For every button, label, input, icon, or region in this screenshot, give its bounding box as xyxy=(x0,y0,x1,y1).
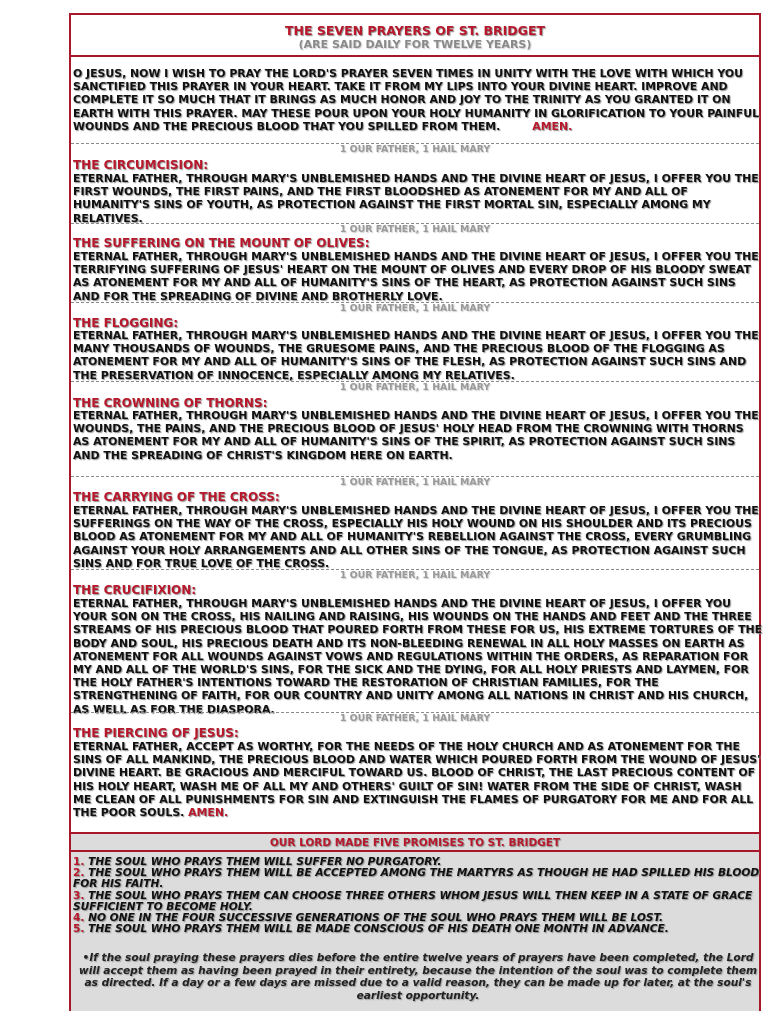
promise-number: 2. xyxy=(73,867,85,880)
prayer-heading: THE CROWNING OF THORNS: xyxy=(73,396,268,410)
separator-text: 1 OUR FATHER, 1 HAIL MARY xyxy=(339,713,491,724)
prayer-heading: THE PIERCING OF JESUS: xyxy=(73,726,239,740)
prayer-text: ETERNAL FATHER, THROUGH MARY'S UNBLEMISHED HANDS AND THE DIVINE HEART OF JESUS, I OFFER YOU THE FIRST WOUNDS, THE FIRST PAINS, AND THE FIRST BLOODSHED AS ATONEMENT FOR MY AND ALL OF HUMANITY'S SINS OF YOUTH, AS PROTECTION AGAINST THE FIRST MORTAL SIN, ESPECIALLY AMONG MY RELATIVES. xyxy=(73,172,759,225)
promise-number: 3. xyxy=(73,889,85,902)
prayer-text: ETERNAL FATHER, THROUGH MARY'S UNBLEMISHED HANDS AND THE DIVINE HEART OF JESUS, I OFFER YOU THE WOUNDS, THE PAINS, AND THE PRECIOUS BLOOD OF JESUS' HOLY HEAD FROM THE CROWNING WITH THORNS AS ATONEMENT FOR MY AND ALL OF HUMANITY'S SINS OF THE SPIRIT, AS PROTECTION AGAINST SUCH SINS AND THE SPREADING OF CHRIST'S KINGDOM HERE ON EARTH. xyxy=(73,409,759,462)
prayer-text: ETERNAL FATHER, THROUGH MARY'S UNBLEMISHED HANDS AND THE DIVINE HEART OF JESUS, I OFFER YOU THE MANY THOUSANDS OF WOUNDS, THE GRUESOME PAINS, AND THE PRECIOUS BLOOD OF THE FLOGGING AS ATONEMENT FOR MY AND ALL OF HUMANITY'S SINS OF THE FLESH, AS PROTECTION AGAINST SUCH SINS AND THE PRESERVATION OF INNOCENCE, ESPECIALLY AMONG MY RELATIVES. xyxy=(73,329,759,382)
promise-text: THE SOUL WHO PRAYS THEM WILL BE MADE CONSCIOUS OF HIS DEATH ONE MONTH IN ADVANCE. xyxy=(88,923,669,936)
prayer-heading: THE SUFFERING ON THE MOUNT OF OLIVES: xyxy=(73,236,370,250)
prayer-text: ETERNAL FATHER, THROUGH MARY'S UNBLEMISHED HANDS AND THE DIVINE HEART OF JESUS, I OFFER YOU YOUR SON ON THE CROSS, HIS NAILING AND RAISING, HIS WOUNDS ON THE HANDS AND FEET AND THE THREE STREAMS OF HIS PRECIOUS BLOOD THAT POURED FORTH FROM THESE FOR US, HIS EXTREME TORTURES OF THE BODY AND SOUL, HIS PRECIOUS DEATH AND ITS NON-BLEEDING RENEWAL IN ALL HOLY MASSES ON EARTH AS ATONEMENT FOR ALL WOUNDS AGAINST VOWS AND REGULATIONS WITHIN THE ORDERS, AS REPARATION FOR MY AND ALL OF THE WORLD'S SINS, FOR THE SICK AND THE DYING, FOR ALL HOLY PRIESTS AND LAYMEN, FOR THE HOLY FATHER'S INTENTIONS TOWARD THE RESTORATION OF CHRISTIAN FAMILIES, FOR THE STRENGTHENING OF FAITH, FOR OUR COUNTRY AND UNITY AMONG ALL NATIONS IN CHRIST AND HIS CHURCH, AS WELL AS FOR THE DIASPORA. xyxy=(73,597,763,716)
prayer-text: ETERNAL FATHER, THROUGH MARY'S UNBLEMISHED HANDS AND THE DIVINE HEART OF JESUS, I OFFER YOU THE SUFFERINGS ON THE WAY OF THE CROSS, ESPECIALLY HIS HOLY WOUND ON HIS SHOULDER AND ITS PRECIOUS BLOOD AS ATONEMENT FOR MY AND ALL OF HUMANITY'S REBELLION AGAINST THE CROSS, EVERY GRUMBLING AGAINST YOUR HOLY ARRANGEMENTS AND ALL OTHER SINS OF THE TONGUE, AS PROTECTION AGAINST SUCH SINS AND FOR TRUE LOVE OF THE CROSS. xyxy=(73,504,759,570)
prayer-heading: THE CARRYING OF THE CROSS: xyxy=(73,490,280,504)
promise-number: 1. xyxy=(73,856,85,868)
page-title: THE SEVEN PRAYERS OF ST. BRIDGET xyxy=(284,23,546,38)
separator-text: 1 OUR FATHER, 1 HAIL MARY xyxy=(339,570,491,581)
separator xyxy=(71,381,759,392)
separator xyxy=(71,476,759,487)
promises-box xyxy=(71,832,759,1011)
promise-item xyxy=(73,891,763,913)
promise-text: THE SOUL WHO PRAYS THEM WILL BE ACCEPTED AMONG THE MARTYRS AS THOUGH HE HAD SPILLED HIS BLOOD FOR HIS FAITH. xyxy=(73,867,760,891)
promises-list xyxy=(73,857,763,935)
prayer-text: ETERNAL FATHER, ACCEPT AS WORTHY, FOR THE NEEDS OF THE HOLY CHURCH AND AS ATONEMENT FOR THE SINS OF ALL MANKIND, THE PRECIOUS BLOOD AND WATER WHICH POURED FORTH FROM THE WOUND OF JESUS' DIVINE HEART. BE GRACIOUS AND MERCIFUL TOWARD US. BLOOD OF CHRIST, THE LAST PRECIOUS CONTENT OF HIS HOLY HEART, WASH ME OF ALL MY AND OTHERS' GUILT OF SIN! WATER FROM THE SIDE OF CHRIST, WASH ME CLEAN OF ALL PUNISHMENTS FOR SIN AND EXTINGUISH THE FLAMES OF PURGATORY FOR ME AND FOR ALL THE POOR SOULS. xyxy=(73,740,761,820)
prayer-text: ETERNAL FATHER, THROUGH MARY'S UNBLEMISHED HANDS AND THE DIVINE HEART OF JESUS, I OFFER YOU THE TERRIFYING SUFFERING OF JESUS' HEART ON THE MOUNT OF OLIVES AND EVERY DROP OF HIS BLOODY SWEAT AS ATONEMENT FOR MY AND ALL OF HUMANITY'S SINS OF THE HEART, AS PROTECTION AGAINST SUCH SINS AND FOR THE SPREADING OF DIVINE AND BROTHERLY LOVE. xyxy=(73,250,759,303)
promises-divider xyxy=(71,850,759,852)
separator xyxy=(71,302,759,313)
separator xyxy=(71,569,759,580)
promise-number: 4. xyxy=(73,912,85,925)
prayer-heading: THE CIRCUMCISION: xyxy=(73,158,209,172)
page-subtitle: (ARE SAID DAILY FOR TWELVE YEARS) xyxy=(298,38,532,51)
promise-number: 5. xyxy=(73,923,85,936)
separator-text: 1 OUR FATHER, 1 HAIL MARY xyxy=(339,382,491,393)
intro-prayer xyxy=(73,67,763,133)
separator xyxy=(71,712,759,723)
promises-title: OUR LORD MADE FIVE PROMISES TO ST. BRIDGET xyxy=(269,837,561,849)
separator-text: 1 OUR FATHER, 1 HAIL MARY xyxy=(339,224,491,235)
promise-item xyxy=(73,924,763,935)
promise-text: THE SOUL WHO PRAYS THEM WILL SUFFER NO PURGATORY. xyxy=(88,856,442,868)
separator xyxy=(71,143,759,154)
prayer-heading: THE CRUCIFIXION: xyxy=(73,583,197,597)
separator-text: 1 OUR FATHER, 1 HAIL MARY xyxy=(339,477,491,488)
promise-text: THE SOUL WHO PRAYS THEM CAN CHOOSE THREE OTHERS WHOM JESUS WILL THEN KEEP IN A STATE OF GRACE SUFFICIENT TO BECOME HOLY. xyxy=(73,889,753,913)
prayer-sheet xyxy=(69,13,761,1011)
separator-text: 1 OUR FATHER, 1 HAIL MARY xyxy=(339,144,491,155)
promises-note: •If the soul praying these prayers dies before the entire twelve years of prayers have been completed, the Lord will accept them as having been prayed in their entirety, because the intention of the soul was to complete them as directed. If a day or a few days are missed due to a valid reason, they can be made up for later, at the soul's earliest opportunity. xyxy=(78,952,758,1002)
promise-text: NO ONE IN THE FOUR SUCCESSIVE GENERATIONS OF THE SOUL WHO PRAYS THEM WILL BE LOST. xyxy=(88,912,663,925)
separator-text: 1 OUR FATHER, 1 HAIL MARY xyxy=(339,303,491,314)
prayer-piercing xyxy=(73,740,763,819)
separator xyxy=(71,223,759,234)
title-box xyxy=(71,15,759,57)
intro-amen: AMEN. xyxy=(532,119,573,133)
promise-item xyxy=(73,868,763,890)
prayer-heading: THE FLOGGING: xyxy=(73,316,179,330)
intro-text: O JESUS, NOW I WISH TO PRAY THE LORD'S PRAYER SEVEN TIMES IN UNITY WITH THE LOVE WITH WHICH YOU SANCTIFIED THIS PRAYER IN YOUR HEART. TAKE IT FROM MY LIPS INTO YOUR DIVINE HEART. IMPROVE AND COMPLETE IT SO MUCH THAT IT BRINGS AS MUCH HONOR AND JOY TO THE TRINITY AS YOU GRANTED IT ON EARTH WITH THIS PRAYER. MAY THESE POUR UPON YOUR HOLY HUMANITY IN GLORIFICATION TO YOUR PAINFUL WOUNDS AND THE PRECIOUS BLOOD THAT YOU SPILLED FROM THEM. xyxy=(73,67,760,133)
prayer-amen: AMEN. xyxy=(188,806,229,820)
